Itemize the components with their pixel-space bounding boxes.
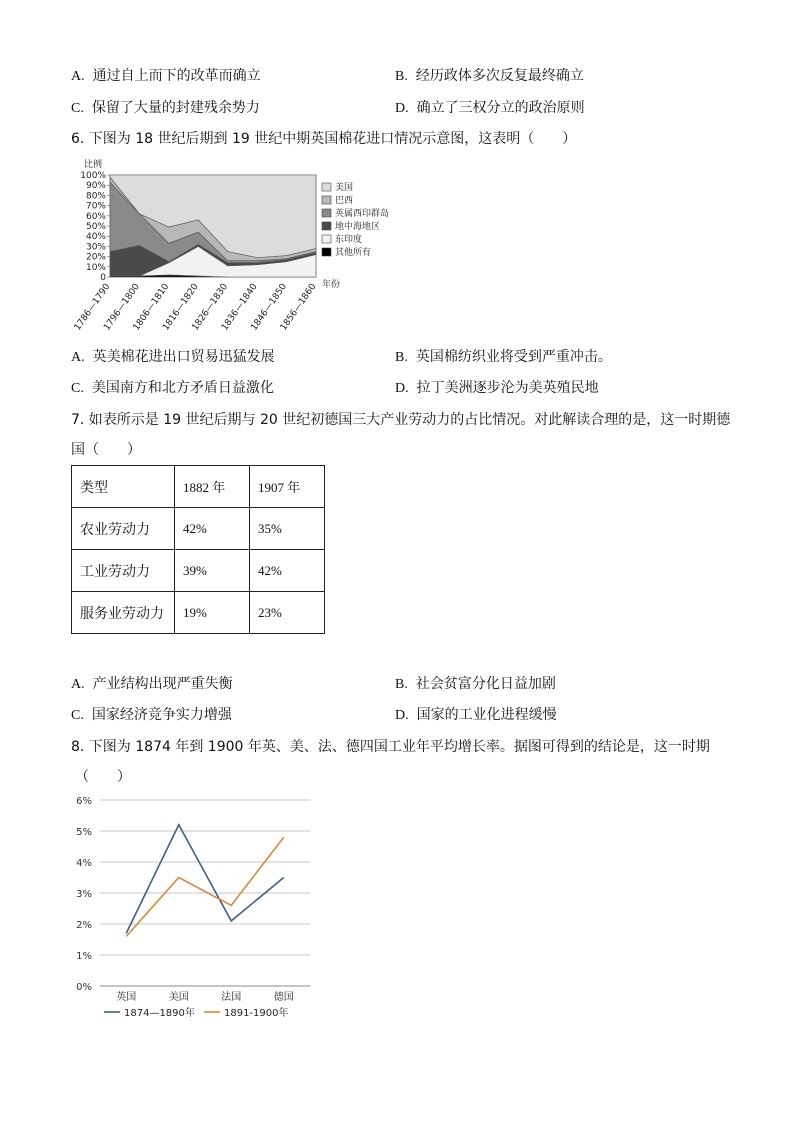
legend-label: 其他所有 (335, 248, 372, 258)
y-tick-label: 10% (85, 262, 106, 273)
y-tick-label: 5% (76, 827, 92, 838)
y-tick-label: 20% (85, 252, 106, 263)
table-header-row (72, 466, 325, 508)
table-cell: 服务业劳动力 (72, 592, 175, 634)
table-cell: 35% (250, 508, 325, 550)
q5-option-c: C. 保留了大量的封建残余势力 (71, 100, 260, 116)
table-header-cell: 1907 年 (250, 466, 325, 508)
growth-rate-line-chart (60, 788, 330, 1028)
table-cell: 19% (175, 592, 250, 634)
y-tick-label: 70% (85, 201, 106, 212)
table-row (72, 592, 325, 634)
labor-share-table (71, 465, 325, 634)
q5-option-b: B. 经历政体多次反复最终确立 (395, 68, 584, 84)
q7-stem-line1: 7. 如表所示是 19 世纪后期与 20 世纪初德国三大产业劳动力的占比情况。对此解读合理的是，这一时期德 (71, 412, 731, 428)
y-tick-label: 90% (85, 181, 106, 192)
y-tick-label: 6% (76, 796, 92, 807)
q7-option-d: D. 国家的工业化进程缓慢 (395, 707, 557, 723)
legend-swatch (322, 222, 331, 230)
q6-option-b: B. 英国棉纺织业将受到严重冲击。 (395, 349, 612, 365)
legend-swatch (322, 196, 331, 204)
y-tick-label: 100% (80, 171, 106, 181)
x-tick-label: 1856—1860 (278, 281, 319, 333)
y-tick-label: 60% (85, 211, 106, 222)
x-tick-label: 法国 (221, 992, 242, 1003)
y-tick-label: 2% (76, 920, 92, 931)
y-axis-label: 比例 (84, 160, 103, 170)
legend-label: 1874—1890年 (124, 1008, 195, 1019)
q6-option-c: C. 美国南方和北方矛盾日益激化 (71, 380, 274, 396)
legend-label: 地中海地区 (335, 222, 381, 232)
cotton-plot-area (73, 158, 389, 333)
y-tick-label: 40% (85, 232, 106, 243)
q7-option-b: B. 社会贫富分化日益加剧 (395, 676, 556, 692)
x-tick-label: 英国 (116, 992, 137, 1003)
table-cell: 农业劳动力 (72, 508, 175, 550)
table-cell: 42% (250, 550, 325, 592)
y-tick-label: 50% (85, 222, 106, 232)
y-tick-label: 1% (76, 951, 92, 962)
x-tick-label: 1796—1800 (102, 281, 142, 333)
y-tick-label: 4% (76, 858, 92, 869)
table-cell: 工业劳动力 (72, 550, 175, 592)
q5-option-a: A. 通过自上而下的改革而确立 (71, 68, 261, 84)
x-tick-label: 德国 (273, 992, 294, 1003)
q6-option-d: D. 拉丁美洲逐步沦为美英殖民地 (395, 380, 599, 396)
q5-option-d: D. 确立了三权分立的政治原则 (395, 100, 585, 116)
y-tick-label: 80% (85, 191, 106, 202)
line-series-0 (126, 825, 284, 934)
y-tick-label: 30% (85, 242, 106, 253)
x-tick-label: 1836—1840 (219, 281, 260, 333)
q8-stem-line1: 8. 下图为 1874 年到 1900 年英、美、法、德四国工业年平均增长率。据图可得到的结论是，这一时期 (71, 739, 710, 755)
legend-label: 美国 (335, 183, 354, 193)
legend-swatch (322, 209, 331, 217)
q7-stem-line2: 国（ ） (71, 442, 141, 458)
legend-swatch (322, 235, 331, 243)
legend-label: 1891-1900年 (224, 1008, 289, 1019)
q7-option-a: A. 产业结构出现严重失衡 (71, 676, 233, 692)
x-tick-label: 1806—1810 (131, 281, 172, 333)
legend-label: 东印度 (335, 235, 363, 245)
cotton-import-area-chart (62, 152, 390, 333)
table-row (72, 508, 325, 550)
x-axis-label: 年份 (322, 280, 341, 290)
line-series-1 (126, 837, 284, 936)
q6-option-a: A. 英美棉花进出口贸易迅猛发展 (71, 349, 275, 365)
legend-swatch (322, 183, 331, 191)
legend-label: 英属西印群岛 (335, 209, 390, 219)
x-tick-label: 1786—1790 (72, 281, 113, 333)
legend-swatch (322, 248, 331, 256)
legend-label: 巴西 (335, 196, 354, 206)
x-tick-label: 美国 (168, 992, 189, 1003)
table-cell: 42% (175, 508, 250, 550)
q8-stem-line2: （ ） (75, 769, 131, 785)
x-tick-label: 1816—1820 (161, 281, 201, 333)
y-tick-label: 0% (76, 982, 92, 993)
x-tick-label: 1826—1830 (190, 281, 231, 333)
table-cell: 23% (250, 592, 325, 634)
table-header-cell: 类型 (72, 466, 175, 508)
table-header-cell: 1882 年 (175, 466, 250, 508)
y-tick-label: 3% (76, 889, 92, 900)
y-tick-label: 0 (100, 273, 106, 283)
table-cell: 39% (175, 550, 250, 592)
q7-option-c: C. 国家经济竞争实力增强 (71, 707, 232, 723)
growth-plot-area (76, 796, 310, 1019)
x-tick-label: 1846—1850 (249, 281, 290, 333)
table-row (72, 550, 325, 592)
q6-stem: 6. 下图为 18 世纪后期到 19 世纪中期英国棉花进口情况示意图，这表明（ ） (71, 131, 577, 147)
